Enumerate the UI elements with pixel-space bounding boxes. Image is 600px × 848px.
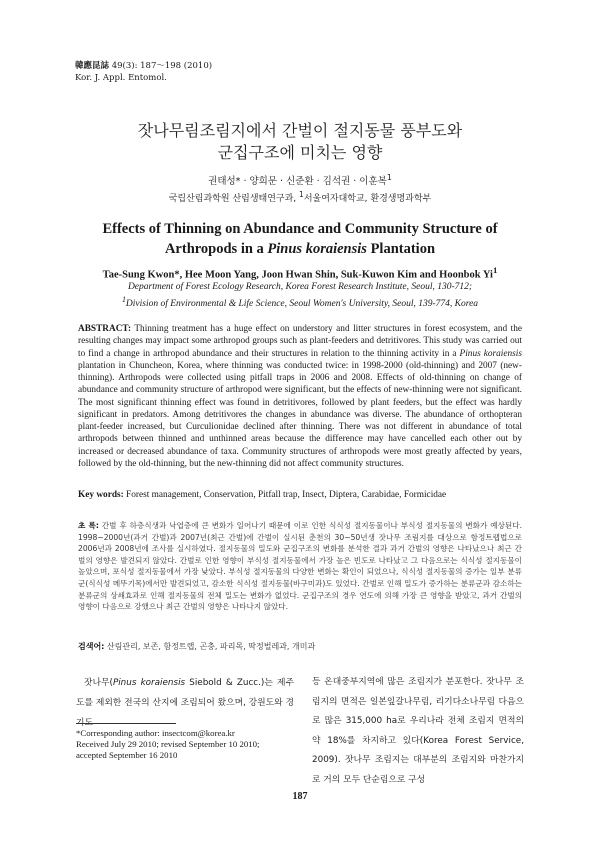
body-species: Pinus koraiensis <box>112 678 186 688</box>
keywords-text: Forest management, Conservation, Pitfall trap, Insect, Diptera, Carabidae, Formicidae <box>123 490 447 500</box>
journal-abbr: Kor. J. Appl. Entomol. <box>75 73 167 83</box>
korean-summary-label: 초 록: <box>78 521 99 530</box>
korean-summary <box>78 520 522 613</box>
korean-keywords <box>78 641 522 652</box>
footnote <box>76 728 306 761</box>
abstract-text-part1: Thinning treatment has a huge effect on understory and litter structures in forest ecosystem, and the resulting changes may impact some arthropod groups such as plant-feeders and detritivores. This study was carried out to find a change in arthropod abundance and their structures in relation to the thinning activity in a <box>78 324 522 359</box>
affiliation-english-line2: Division of Environmental & Life Science, Seoul Women's University, Seoul, 139-774, Korea <box>125 298 479 309</box>
keywords <box>78 490 522 500</box>
body-right-column <box>312 673 524 790</box>
title-english-line1: Effects of Thinning on Abundance and Community Structure of <box>102 221 498 237</box>
authors-english-sup: 1 <box>492 265 498 275</box>
body-left-column: 잣나무(Pinus koraiensis Siebold & Zucc.)는 제주도를 제외한 전국의 산지에 조림되어 왔으며, 강원도와 경기도 <box>76 678 294 728</box>
corresponding-author: *Corresponding author: insectcom@korea.kr <box>76 728 235 738</box>
authors-korean-names: 권태성* · 양희문 · 신준환 · 김석권 · 이훈복 <box>208 176 387 188</box>
keywords-label: Key words: <box>78 490 124 500</box>
affiliation-korean-sup: 1 <box>299 190 304 199</box>
abstract <box>78 323 522 470</box>
footnote-divider <box>76 723 176 724</box>
affiliation-english <box>0 281 600 310</box>
authors-korean <box>0 173 600 187</box>
abstract-label: ABSTRACT: <box>78 324 132 334</box>
title-korean-line1: 잣나무림조림지에서 간벌이 절지동물 풍부도와 <box>137 121 463 140</box>
accepted-date: accepted September 16 2010 <box>76 750 178 760</box>
journal-name: 韓應昆誌 <box>75 61 110 71</box>
affiliation-english-line2-wrap <box>0 294 600 311</box>
authors-english-names: Tae-Sung Kwon*, Hee Moon Yang, Joon Hwan Shin, Suk-Kuwon Kim and Hoonbok Yi <box>102 269 493 281</box>
authors-english <box>0 265 600 281</box>
authors-korean-sup: 1 <box>386 173 392 182</box>
affiliation-english-sup: 1 <box>121 294 126 304</box>
page-number: 187 <box>292 791 308 802</box>
journal-header <box>75 60 212 84</box>
abstract-species: Pinus koraiensis <box>459 348 522 359</box>
affiliation-korean-part2: 서울여자대학교, 환경생명과학부 <box>303 194 432 204</box>
body-right-text: 등 온대중부지역에 많은 조림지가 분포한다. 잣나무 조림지의 면적은 일본잎갈나무림, 리기다소나무림 다음으로 많은 315,000 ha로 우리나라 전체 조림지 면적의 약 18%를 차지하고 있다(Korea Forest Service, 2009). 잣나무 조림지는 대부분의 조림지와 마찬가지로 거의 모두 단순림으로 구성 <box>312 677 524 785</box>
title-english <box>0 219 600 259</box>
korean-keywords-text: 산림관리, 보존, 함정트랩, 곤충, 파리목, 딱정벌레과, 개미과 <box>104 642 316 651</box>
affiliation-korean <box>0 190 600 204</box>
title-korean-line2: 군집구조에 미치는 영향 <box>217 143 383 162</box>
abstract-text-part2: plantation in Chuncheon, Korea, where thinning was conducted twice: in 1998-2000 (old-thinning) and 2007 (new-thinning). Arthropods were collected using pitfall traps in 2006 and 2008. Effects of old-thinning on change of abundance and community structure of arthropod were significant, but the effects of new-thinning were not significant. The most significant thinning effect was found in detritivores, followed by plant feeders, but the effect was hardly significant in predators. Among detritivores the changes in abundance was diverse. The abundance of orthopteran plant-feeder increased, but Curculionidae declined after thinning. There was not different in abundance of total arthropods between thinned and unthinned areas because the difference may have cancelled each other out by increased or decreased abundance of taxa. Community structures of arthropods were most greatly affected by years, followed by the old-thinning, but the new-thinning did not affect community structures. <box>78 360 522 469</box>
affiliation-english-line1: Department of Forest Ecology Research, Korea Forest Research Institute, Seoul, 130-712; <box>127 282 473 292</box>
korean-summary-text: 간벌 후 하층식생과 낙엽층에 큰 변화가 일어나기 때문에 이로 인한 식식성 절지동물이나 부식성 절지동물의 변화가 예상된다. 1998~2000년(과거 간벌)과 2007년(최근 간벌)에 간벌이 실시된 춘천의 30~50년생 잣나무 조림지를 대상으로 함정트랩법으로 2006년과 2008년에 조사를 실시하였다. 절지동물의 밀도와 군집구조의 변화를 분석한 결과 과거 간벌의 영향은 나타났으나 최근 간벌의 영향은 발견되지 않았다. 간벌로 인한 영향이 부식성 절지동물에서 가장 높은 빈도로 나타났고 그 다음으로는 식식성 절지동물이 높았으며, 포식성 절지동물에서 가장 낮았다. 부식성 절지동물의 다양한 변화는 확인이 되었으나, 식식성 절지동물의 증가는 일부 분류군(식식성 메뚜기목)에서만 발견되었고, 감소한 식식성 절지동물(바구미과)도 있었다. 간벌로 인해 밀도가 증가하는 분류군과 감소하는 분류군의 상쇄효과로 인해 절지동물의 전체 밀도는 변화가 없었다. 군집구조의 경우 연도에 의해 가장 큰 영향을 받았고, 과거 간벌의 영향이 다음으로 강했으나 최근 간벌의 영향은 나타나지 않았다. <box>78 521 522 612</box>
title-english-line2: Arthropods in a Pinus koraiensis Plantation <box>164 241 436 257</box>
received-dates: Received July 29 2010; revised September 10 2010; <box>76 739 260 749</box>
species-name: Pinus koraiensis <box>267 241 367 257</box>
korean-keywords-label: 검색어: <box>78 642 105 651</box>
journal-ref: 49(3): 187～198 (2010) <box>109 61 213 71</box>
affiliation-korean-part1: 국립산림과학원 산림생태연구과, <box>168 194 300 204</box>
title-korean <box>0 120 600 164</box>
